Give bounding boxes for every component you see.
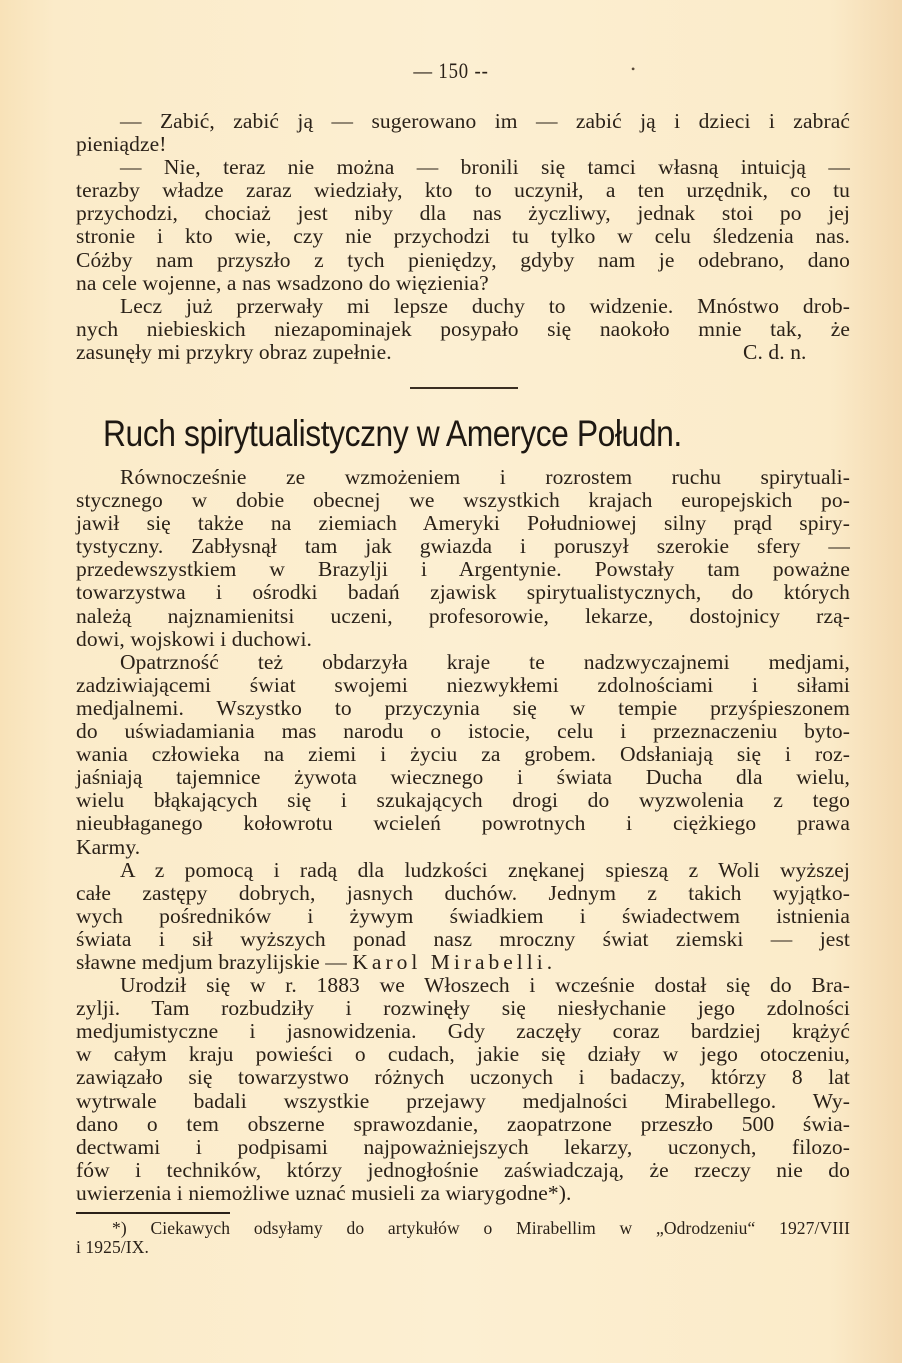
text-line: wytrwale badali wszystkie przejawy medjalności Mirabellego. Wy- bbox=[76, 1088, 850, 1113]
text-line: nieubłaganego kołowrotu wcieleń powrotnych i ciężkiego prawa bbox=[76, 811, 850, 836]
text-line: — Nie, teraz nie można — bronili się tamci własną intuicją — bbox=[120, 155, 850, 180]
text-line-content: sławne medjum brazylijskie — bbox=[76, 949, 353, 974]
text-line: — Zabić, zabić ją — sugerowano im — zabić ją i dzieci i zabrać bbox=[120, 109, 850, 133]
text-line: nych niebieskich niezapominajek posypało się naokoło mnie tak, że bbox=[76, 316, 850, 341]
text-line: wielu błąkających się i szukających drogi do wyzwolenia z tego bbox=[76, 788, 850, 813]
text-line: tystyczny. Zabłysnął tam jak gwiazda i poruszył szerokie sfery — bbox=[76, 534, 850, 559]
text-line: fów i techników, którzy jednogłośnie zaświadczają, że rzeczy nie do bbox=[76, 1157, 850, 1182]
text-line: towarzystwa i ośrodki badań zjawisk spirytualistycznych, do których bbox=[76, 580, 850, 605]
text-line: całe zastępy dobrych, jasnych duchów. Jednym z takich wyjątko- bbox=[76, 880, 850, 905]
continued-marker: C. d. n. bbox=[743, 339, 807, 364]
text-line: dano o tem obszerne sprawozdanie, zaopatrzone przeszło 500 świa- bbox=[76, 1111, 850, 1136]
text-line: do uświadamiania mas narodu o istocie, celu i przeznaczeniu byto- bbox=[76, 719, 850, 744]
section-separator bbox=[410, 387, 518, 389]
text-line: zawiązało się towarzystwo różnych uczonych i badaczy, którzy 8 lat bbox=[76, 1065, 850, 1090]
text-line: stronie i kto wie, czy nie przychodzi tu tylko w celu śledzenia nas. bbox=[76, 224, 850, 249]
text-line: Równocześnie ze wzmożeniem i rozrostem ruchu spirytuali- bbox=[120, 465, 850, 489]
text-line: terazby władze zaraz wiedziały, kto to uczynił, a ten urzędnik, co tu bbox=[76, 178, 850, 203]
text-line: przedewszystkiem w Brazylji i Argentynie. Powstały tam poważne bbox=[76, 557, 850, 582]
text-line: przychodzi, chociaż jest niby dla nas życzliwy, jednak stoi po jej bbox=[76, 201, 850, 226]
text-line: zylji. Tam rozbudziły i rozwinęły się niesłychanie jego zdolności bbox=[76, 996, 850, 1021]
text-line: Urodził się w r. 1883 we Włoszech i wcześnie dostał się do Bra- bbox=[120, 973, 850, 998]
text-line: w całym kraju powieści o cudach, jakie się działy w jego otoczeniu, bbox=[76, 1042, 850, 1067]
text-line: Karmy. bbox=[76, 834, 141, 859]
text-line: stycznego w dobie obecnej we wszystkich krajach europejskich po- bbox=[76, 488, 850, 513]
text-line-content: zasunęły mi przykry obraz zupełnie. bbox=[76, 339, 392, 364]
text-line: pieniądze! bbox=[76, 132, 167, 157]
text-line: Cóżby nam przyszło z tych pieniędzy, gdyby nam je odebrano, dano bbox=[76, 247, 850, 272]
page-number: — 150 -- bbox=[413, 58, 489, 83]
continuation-text bbox=[76, 110, 850, 364]
text-line: należą najznamienitsi uczeni, profesorowie, lekarze, dostojnicy rzą- bbox=[76, 603, 850, 628]
text-line: medjumistyczne i jasnowidzenia. Gdy zaczęły coraz bardziej krążyć bbox=[76, 1019, 850, 1044]
text-line: wania człowieka na ziemi i życiu za grobem. Odsłaniają się i roz- bbox=[76, 742, 850, 767]
text-line: medjalnemi. Wszystko to przyczynia się w tempie przyśpieszonem bbox=[76, 695, 850, 720]
text-line bbox=[76, 951, 850, 974]
text-line: dectwami i podpisami najpoważniejszych lekarzy, uczonych, filozo- bbox=[76, 1134, 850, 1159]
article-title: Ruch spirytualistyczny w Ameryce Połudn. bbox=[103, 413, 682, 454]
article-body bbox=[76, 466, 850, 1205]
medium-name-period: . bbox=[546, 949, 553, 974]
text-line: jaśniają tajemnice żywota wiecznego i świata Ducha dla wielu, bbox=[76, 765, 850, 790]
text-line: jawił się także na ziemiach Ameryki Południowej silny prąd spiry- bbox=[76, 511, 850, 536]
footnote-line: *) Ciekawych odsyłamy do artykułów o Mirabellim w „Odrodzeniu“ 1927/VIII bbox=[112, 1218, 850, 1238]
footnote bbox=[76, 1219, 850, 1257]
footnote-line: i 1925/IX. bbox=[76, 1237, 149, 1257]
page-mark: • bbox=[631, 62, 636, 76]
text-line: A z pomocą i radą dla ludzkości znękanej spieszą z Woli wyższej bbox=[120, 857, 850, 882]
text-line: na cele wojenne, a nas wsadzono do więzienia? bbox=[76, 270, 489, 295]
text-line bbox=[76, 341, 850, 364]
medium-name: Karol Mirabelli bbox=[352, 949, 547, 974]
text-line: wych pośredników i żywym świadkiem i świadectwem istnienia bbox=[76, 903, 850, 928]
footnote-rule bbox=[76, 1212, 230, 1214]
text-line: Lecz już przerwały mi lepsze duchy to widzenie. Mnóstwo drob- bbox=[120, 293, 850, 318]
text-line: świata i sił wyższych ponad nasz mroczny świat ziemski — jest bbox=[76, 926, 850, 951]
text-line: zadziwiającemi świat swojemi niezwykłemi zdolnościami i siłami bbox=[76, 672, 850, 697]
text-line: uwierzenia i niemożliwe uznać musieli za wiarygodne*). bbox=[76, 1180, 572, 1205]
text-line: Opatrzność też obdarzyła kraje te nadzwyczajnemi medjami, bbox=[120, 649, 850, 674]
text-line: dowi, wojskowi i duchowi. bbox=[76, 626, 313, 651]
